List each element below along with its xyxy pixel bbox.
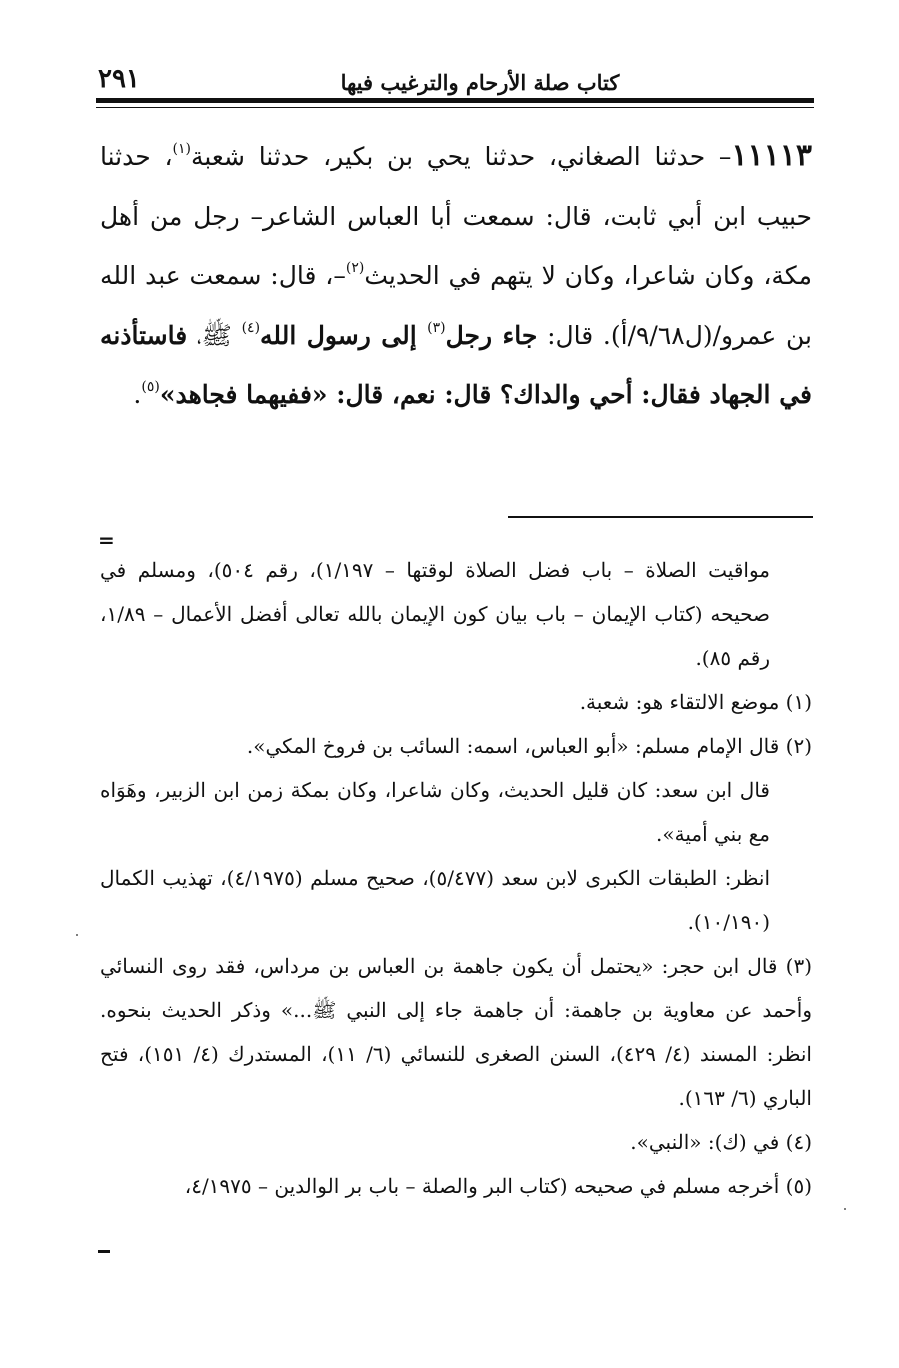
page-number: ٢٩١	[98, 64, 140, 94]
footnote-2-ibn-saad: قال ابن سعد: كان قليل الحديث، وكان شاعرا، وكان بمكة زمن ابن الزبير، وهَوَاه مع بني أمية».	[100, 778, 770, 846]
hadith-chain-part2: ، حدثنا حبيب ابن أبي ثابت، قال: سمعت أبا العباس الشاعر– رجل من أهل مكة، وكان شاعرا، وكان لا يتهم في الحديث	[100, 142, 812, 290]
footnote-ref-1[interactable]: (١)	[172, 141, 191, 157]
hadith-text	[100, 126, 812, 425]
footnote-1: (١) موضع الالتقاء هو: شعبة.	[579, 690, 812, 714]
hadith-matn-part3: فاستأذنه في الجهاد فقال: أحي والداك؟ قال: نعم، قال: «ففيهما فجاهد»	[100, 320, 812, 409]
footnotes	[100, 548, 812, 1208]
footnote-separator	[508, 516, 813, 518]
hadith-end: .	[133, 380, 142, 409]
hadith-chain-part1: حدثنا الصغاني، حدثنا يحي بن بكير، حدثنا شعبة	[190, 142, 706, 171]
footnote-2-sources: انظر: الطبقات الكبرى لابن سعد (٥/٤٧٧)، صحيح مسلم (٤/١٩٧٥)، تهذيب الكمال (١٠/١٩٠).	[100, 866, 770, 934]
footnote-ref-4[interactable]: (٤)	[241, 319, 261, 336]
hadith-matn-part2: إلى رسول الله	[260, 320, 428, 350]
footnote-3: (٣) قال ابن حجر: «يحتمل أن يكون جاهمة بن العباس بن مرداس، فقد روى النسائي وأحمد عن معاوية بن جاهمة: أن جاهمة جاء إلى النبي ﷺ...» وذكر الحديث بنحوه. انظر: المسند (٤/ ٤٢٩)، السنن الصغرى للنسائي (٦/ ١١)، المستدرك (٤/ ١٥١)، فتح الباري (٦/ ١٦٣).	[100, 954, 812, 1110]
running-title: كتاب صلة الأرحام والترغيب فيها	[340, 70, 620, 95]
footnote-5: (٥) أخرجه مسلم في صحيحه (كتاب البر والصلة – باب بر الوالدين – ٤/١٩٧٥،	[184, 1174, 812, 1198]
footnote-ref-3[interactable]: (٣)	[427, 319, 446, 336]
footnote-ref-5[interactable]: (٥)	[141, 379, 160, 395]
header-rule-thin	[96, 107, 814, 108]
footnote-continuation: مواقيت الصلاة – باب فضل الصلاة لوقتها – ١/١٩٧)، رقم ٥٠٤)، ومسلم في صحيحه (كتاب الإيمان – باب بيان كون الإيمان بالله تعالى أفضل الأعمال – ١/٨٩، رقم ٨٥).	[100, 558, 770, 670]
salutation-glyph: ﷺ،	[187, 320, 242, 350]
header-rule	[96, 98, 814, 103]
hadith-matn-part1: جاء رجل	[445, 320, 538, 350]
hadith-dash: –	[705, 142, 732, 171]
hadith-chain-part3: –، قال: سمعت عبد الله بن عمرو/(ل٩/٦٨/أ). قال:	[100, 261, 812, 350]
footnote-2: (٢) قال الإمام مسلم: «أبو العباس، اسمه: السائب بن فروخ المكي».	[246, 734, 812, 758]
scan-speck	[844, 1208, 846, 1210]
footnote-4: (٤) في (ك): «النبي».	[630, 1130, 812, 1154]
continuation-mark: =	[98, 528, 115, 552]
continuation-dash	[98, 1250, 110, 1253]
hadith-number: ١١١١٣	[731, 138, 812, 173]
footnote-ref-2[interactable]: (٢)	[345, 260, 365, 276]
scan-speck	[76, 934, 78, 936]
